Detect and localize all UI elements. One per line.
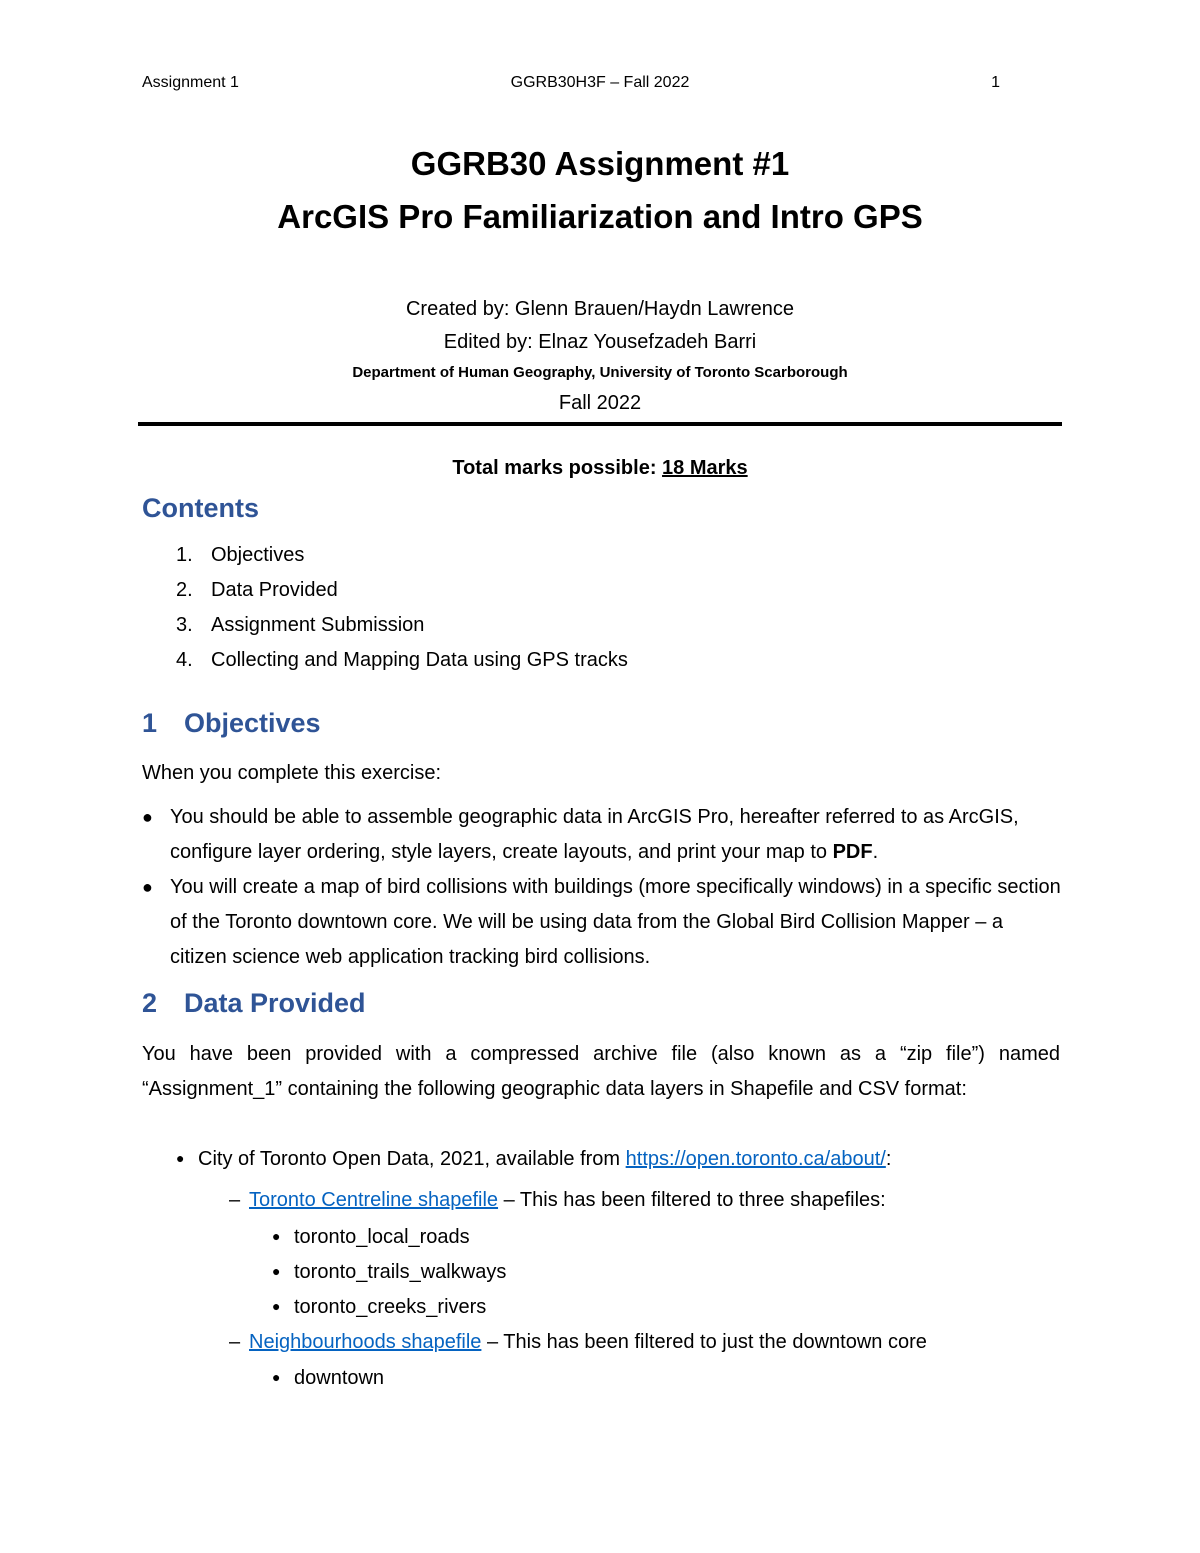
objective-bullet — [142, 870, 1062, 975]
contents-item-label: Objectives — [211, 544, 305, 566]
contents-item-number: 1. — [176, 544, 193, 566]
section-number: 2 — [142, 988, 158, 1018]
objectives-intro: When you complete this exercise: — [142, 762, 442, 784]
contents-item-number: 2. — [176, 579, 193, 601]
bullet-icon: ● — [142, 877, 153, 897]
shapefile-name: toronto_local_roads — [294, 1226, 470, 1248]
city-data-colon: : — [885, 1148, 892, 1170]
centreline-text: – This has been filtered to three shapefiles: — [498, 1189, 886, 1211]
shapefile-name: toronto_creeks_rivers — [294, 1296, 487, 1318]
city-data-item — [176, 1141, 891, 1177]
page-subtitle: ArcGIS Pro Familiarization and Intro GPS — [277, 198, 923, 235]
list-item — [272, 1289, 486, 1325]
bullet-icon: ● — [176, 1150, 185, 1166]
neighbourhoods-item — [229, 1325, 927, 1360]
bullet-icon: ● — [272, 1298, 281, 1314]
section-title: Objectives — [184, 708, 321, 738]
open-data-link[interactable]: https://open.toronto.ca/about/ — [625, 1148, 886, 1170]
contents-item-label: Assignment Submission — [211, 614, 425, 636]
page-title: GGRB30 Assignment #1 — [410, 145, 790, 182]
data-provided-intro: You have been provided with a compressed archive file (also known as a “zip file”) named “Assignment_1” containing the following geographic data layers in Shapefile and CSV format: — [142, 1043, 1060, 1100]
data-provided-heading — [142, 988, 366, 1019]
department: Department of Human Geography, University of Toronto Scarborough — [352, 364, 848, 381]
edited-by: Edited by: Elnaz Yousefzadeh Barri — [443, 331, 757, 353]
list-item — [272, 1219, 470, 1255]
header-left: Assignment 1 — [142, 74, 239, 91]
bullet-icon: ● — [272, 1263, 281, 1279]
total-marks-value: 18 Marks — [662, 457, 748, 479]
shapefile-name: toronto_trails_walkways — [294, 1261, 507, 1283]
term: Fall 2022 — [558, 392, 642, 414]
list-item — [272, 1360, 384, 1396]
centreline-item — [229, 1183, 886, 1218]
bullet-icon: ● — [272, 1369, 281, 1385]
section-number: 1 — [142, 708, 158, 738]
contents-heading: Contents — [142, 493, 259, 523]
neighbourhoods-text: – This has been filtered to just the downtown core — [481, 1331, 927, 1353]
dash-icon: – — [229, 1189, 241, 1211]
list-item — [272, 1254, 506, 1290]
section-title: Data Provided — [184, 988, 366, 1018]
shapefile-name: downtown — [294, 1367, 385, 1389]
objective-bold: PDF — [832, 841, 873, 863]
created-by: Created by: Glenn Brauen/Haydn Lawrence — [405, 298, 794, 320]
bullet-icon: ● — [142, 807, 153, 827]
contents-item[interactable] — [176, 575, 628, 610]
contents-list — [176, 540, 628, 680]
title-divider — [138, 422, 1062, 426]
contents-item-number: 4. — [176, 649, 193, 671]
contents-item[interactable] — [176, 645, 628, 680]
objective-bullet — [142, 800, 1062, 870]
contents-item-number: 3. — [176, 614, 193, 636]
city-data-text: City of Toronto Open Data, 2021, available from — [198, 1148, 626, 1170]
contents-item[interactable] — [176, 610, 628, 645]
total-marks — [0, 457, 1200, 480]
objective-text-end: . — [872, 841, 879, 863]
contents-item-label: Collecting and Mapping Data using GPS tracks — [211, 649, 628, 671]
contents-item-label: Data Provided — [211, 579, 338, 601]
bullet-icon: ● — [272, 1228, 281, 1244]
contents-item[interactable] — [176, 540, 628, 575]
objectives-heading — [142, 708, 321, 739]
page-number: 1 — [991, 74, 1000, 91]
objective-text: You should be able to assemble geographic data in ArcGIS Pro, hereafter referred to as ArcGIS, configure layer ordering, style layers, create layouts, and print your map to — [170, 806, 1019, 863]
header-center: GGRB30H3F – Fall 2022 — [510, 74, 690, 91]
neighbourhoods-link[interactable]: Neighbourhoods shapefile — [249, 1331, 482, 1353]
centreline-link[interactable]: Toronto Centreline shapefile — [249, 1189, 499, 1211]
total-marks-label: Total marks possible: — [452, 457, 663, 479]
objective-text: You will create a map of bird collisions with buildings (more specifically windows) in a specific section of the Toronto downtown core. We will be using data from the Global Bird Collision Mapper – a citizen science web application tracking bird collisions. — [170, 876, 1061, 968]
dash-icon: – — [229, 1331, 241, 1353]
